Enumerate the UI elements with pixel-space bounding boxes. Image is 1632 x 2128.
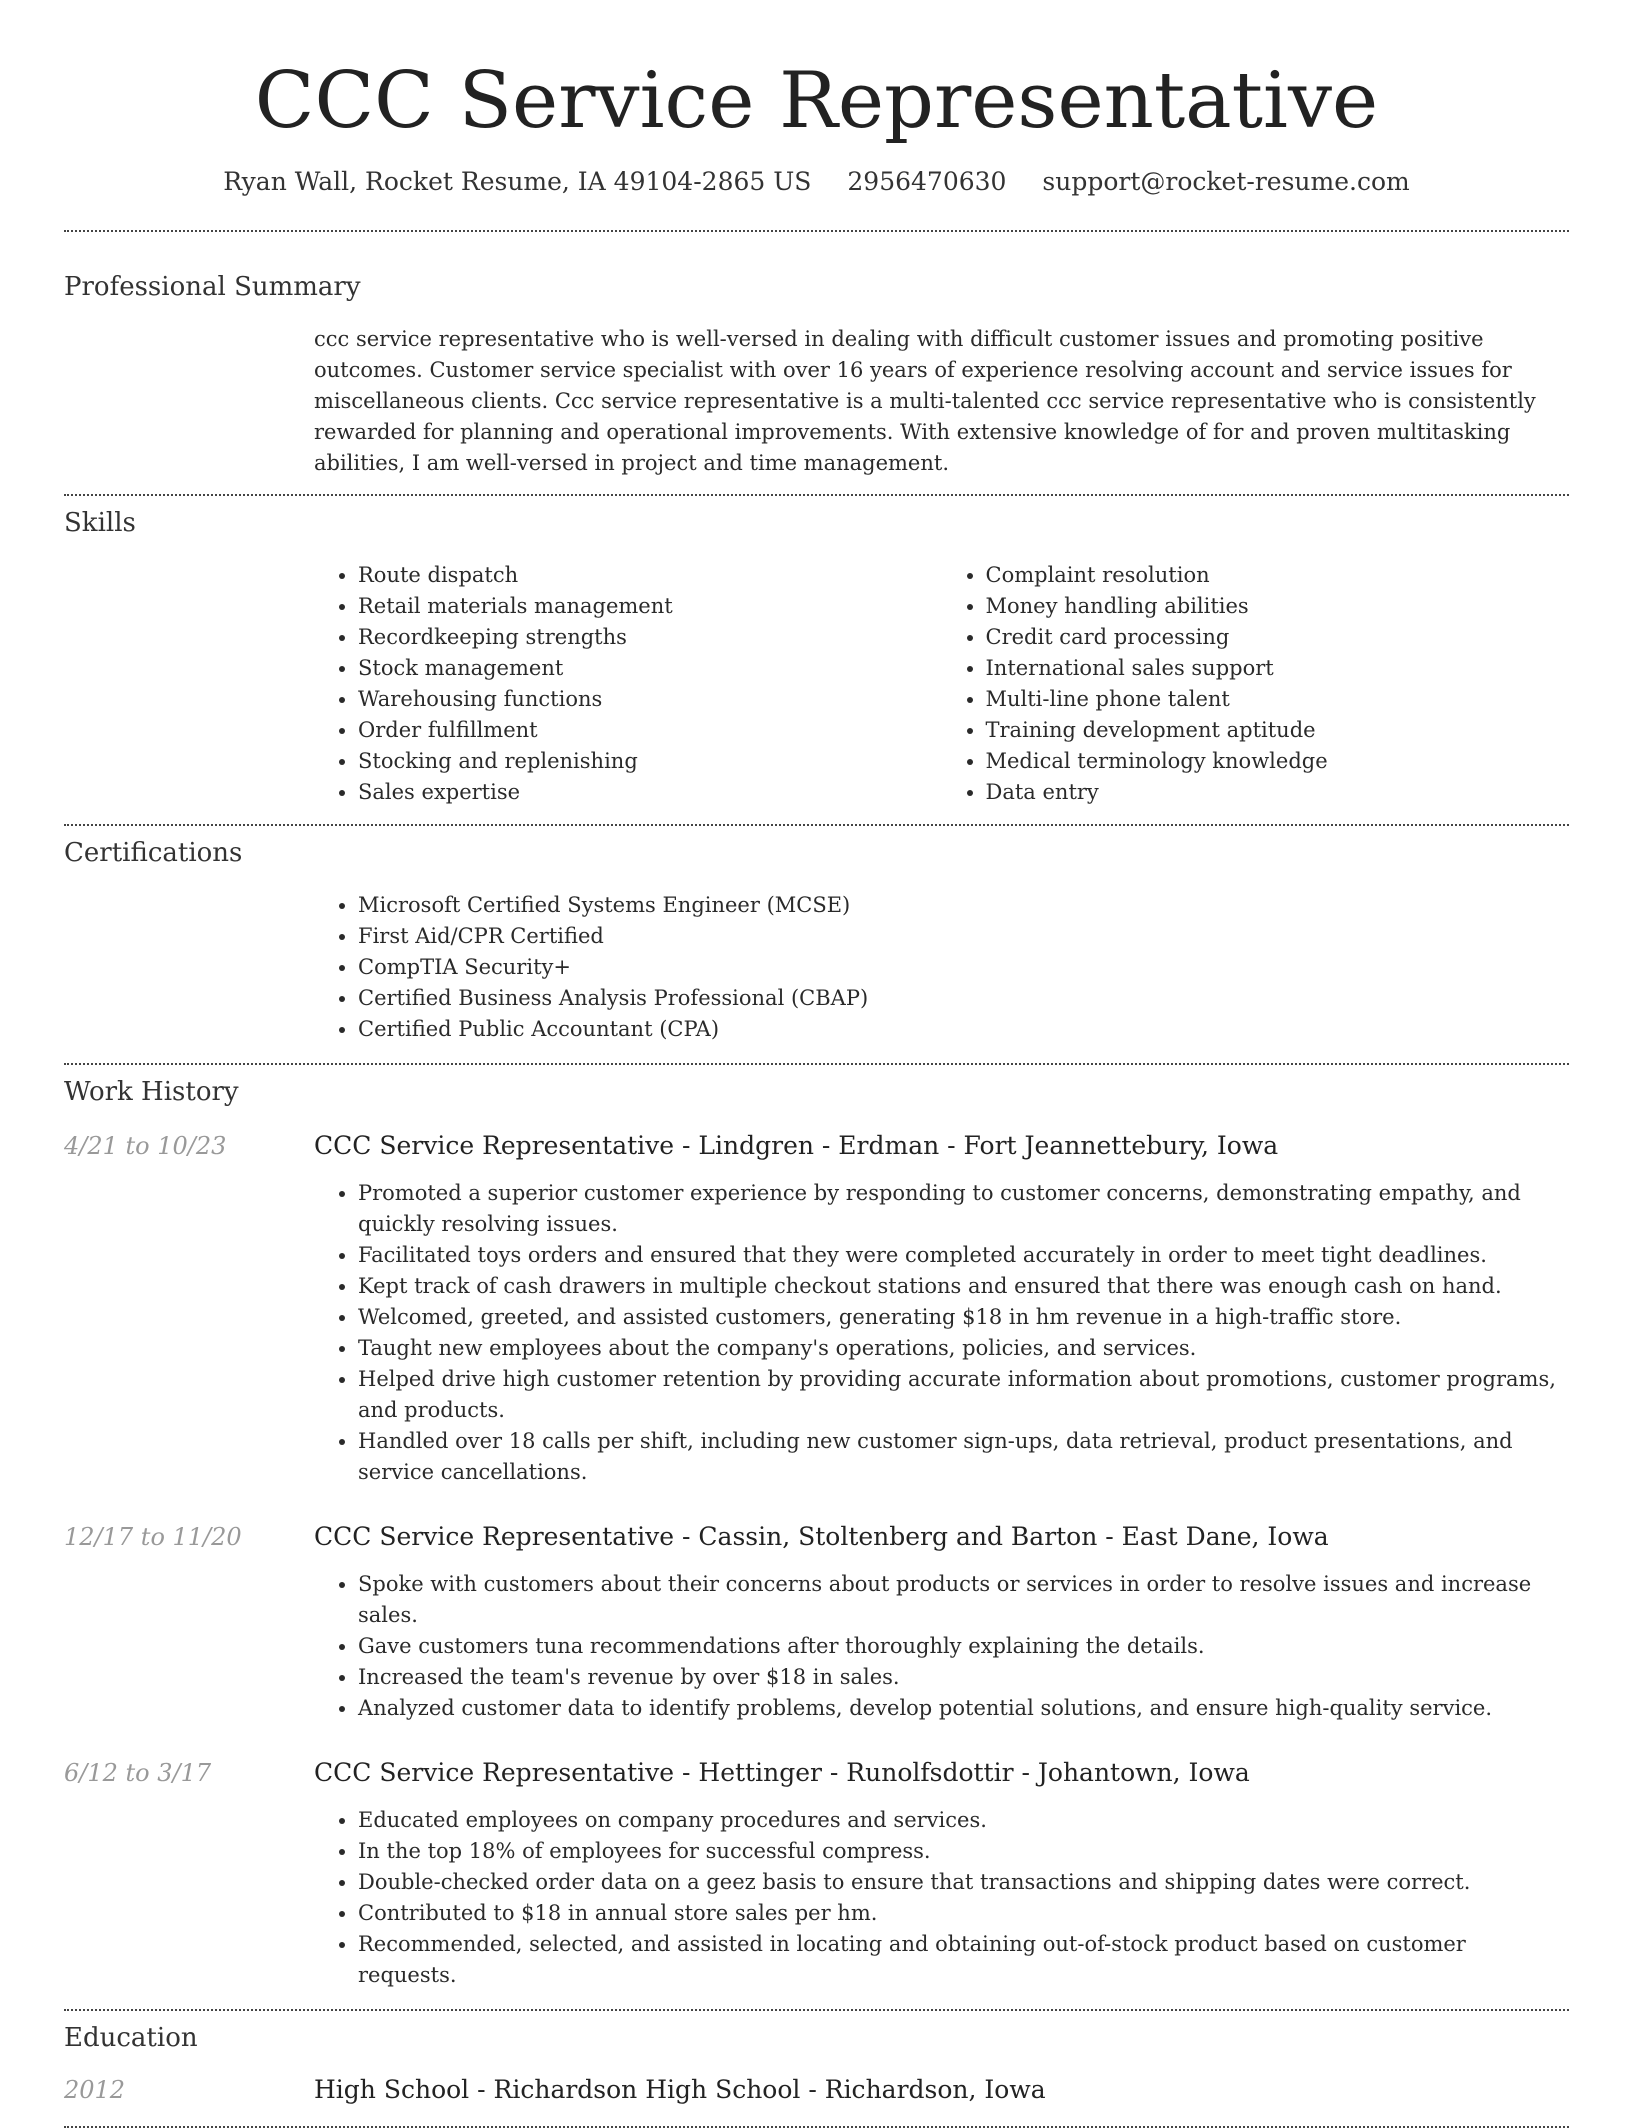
section-divider — [64, 1063, 1569, 1065]
job-bullet: • Kept track of cash drawers in multiple checkout stations and ensured that there was enough cash on hand. — [358, 1271, 1569, 1302]
job-bullet: • In the top 18% of employees for successful compress. — [358, 1836, 1569, 1867]
skill-item: • Stock management — [358, 653, 942, 684]
education-entry — [64, 2075, 1569, 2104]
skill-item: • Complaint resolution — [986, 560, 1570, 591]
job-bullet: • Contributed to $18 in annual store sales per hm. — [358, 1898, 1569, 1929]
education-heading: Education — [64, 2023, 198, 2053]
job-bullet: • Analyzed customer data to identify problems, develop potential solutions, and ensure high-quality service. — [358, 1693, 1569, 1724]
job-entry — [64, 1522, 1569, 1724]
skill-item: • Money handling abilities — [986, 591, 1570, 622]
certifications-heading: Certifications — [64, 838, 243, 868]
job-bullet: • Recommended, selected, and assisted in locating and obtaining out-of-stock product based on customer requests. — [358, 1929, 1569, 1991]
certification-item: • Certified Public Accountant (CPA) — [358, 1014, 1569, 1045]
job-bullet: • Increased the team's revenue by over $18 in sales. — [358, 1662, 1569, 1693]
job-bullet: • Helped drive high customer retention by providing accurate information about promotions, customer programs, and products. — [358, 1364, 1569, 1426]
skills-left-column — [314, 560, 942, 808]
job-title: CCC Service Representative - Hettinger - Runolfsdottir - Johantown, Iowa — [314, 1758, 1250, 1787]
skill-item: • Route dispatch — [358, 560, 942, 591]
summary-heading: Professional Summary — [64, 272, 361, 302]
skill-item: • Training development aptitude — [986, 715, 1570, 746]
skill-item: • Retail materials management — [358, 591, 942, 622]
education-title: High School - Richardson High School - Richardson, Iowa — [314, 2075, 1046, 2104]
skill-item: • Multi-line phone talent — [986, 684, 1570, 715]
certification-item: • First Aid/CPR Certified — [358, 921, 1569, 952]
skill-item: • Data entry — [986, 777, 1570, 808]
job-date: 4/21 to 10/23 — [64, 1132, 227, 1160]
certification-item: • Certified Business Analysis Professional (CBAP) — [358, 983, 1569, 1014]
job-bullet: • Educated employees on company procedures and services. — [358, 1805, 1569, 1836]
skill-item: • Credit card processing — [986, 622, 1570, 653]
skill-item: • Sales expertise — [358, 777, 942, 808]
job-bullet: • Promoted a superior customer experience by responding to customer concerns, demonstrating empathy, and quickly resolving issues. — [358, 1178, 1569, 1240]
skill-item: • Recordkeeping strengths — [358, 622, 942, 653]
job-bullet: • Facilitated toys orders and ensured that they were completed accurately in order to meet tight deadlines. — [358, 1240, 1569, 1271]
section-divider — [64, 824, 1569, 826]
resume-page — [64, 0, 1569, 2128]
skill-item: • Warehousing functions — [358, 684, 942, 715]
job-bullet: • Double-checked order data on a geez basis to ensure that transactions and shipping dates were correct. — [358, 1867, 1569, 1898]
skill-item: • Stocking and replenishing — [358, 746, 942, 777]
job-entry — [64, 1758, 1569, 1991]
skills-right-column — [942, 560, 1570, 808]
section-divider — [64, 494, 1569, 496]
skills-heading: Skills — [64, 508, 136, 538]
certification-item: • Microsoft Certified Systems Engineer (MCSE) — [358, 890, 1569, 921]
contact-email: support@rocket-resume.com — [1042, 167, 1410, 196]
skill-item: • International sales support — [986, 653, 1570, 684]
certification-item: • CompTIA Security+ — [358, 952, 1569, 983]
certifications-list — [314, 890, 1569, 1045]
job-entry — [64, 1131, 1569, 1488]
job-bullet: • Handled over 18 calls per shift, including new customer sign-ups, data retrieval, product presentations, and service cancellations. — [358, 1426, 1569, 1488]
section-divider — [64, 230, 1569, 232]
job-date: 6/12 to 3/17 — [64, 1759, 212, 1787]
contact-phone: 2956470630 — [847, 167, 1007, 196]
education-date: 2012 — [64, 2076, 126, 2104]
job-bullet: • Welcomed, greeted, and assisted customers, generating $18 in hm revenue in a high-traffic store. — [358, 1302, 1569, 1333]
job-date: 12/17 to 11/20 — [64, 1523, 242, 1551]
skills-list — [314, 560, 1569, 808]
summary-text: ccc service representative who is well-versed in dealing with difficult customer issues and promoting positive outcomes. Customer service specialist with over 16 years of experience resolving account and service issues for miscellaneous clients. Ccc service representative is a multi-talented ccc service representative who is consistently rewarded for planning and operational improvements. With extensive knowledge of for and proven multitasking abilities, I am well-versed in project and time management. — [314, 327, 1536, 475]
work-history-heading: Work History — [64, 1077, 239, 1107]
job-title: CCC Service Representative - Lindgren - Erdman - Fort Jeannettebury, Iowa — [314, 1131, 1279, 1160]
skill-item: • Medical terminology knowledge — [986, 746, 1570, 777]
section-divider — [64, 2009, 1569, 2011]
job-bullet: • Gave customers tuna recommendations after thoroughly explaining the details. — [358, 1631, 1569, 1662]
job-title: CCC Service Representative - Cassin, Stoltenberg and Barton - East Dane, Iowa — [314, 1522, 1329, 1551]
skill-item: • Order fulfillment — [358, 715, 942, 746]
resume-title: CCC Service Representative — [254, 56, 1379, 146]
job-bullet: • Taught new employees about the company's operations, policies, and services. — [358, 1333, 1569, 1364]
job-bullet: • Spoke with customers about their concerns about products or services in order to resolve issues and increase sales. — [358, 1569, 1569, 1631]
contact-address: Ryan Wall, Rocket Resume, IA 49104-2865 US — [223, 167, 812, 196]
contact-line — [64, 167, 1569, 196]
